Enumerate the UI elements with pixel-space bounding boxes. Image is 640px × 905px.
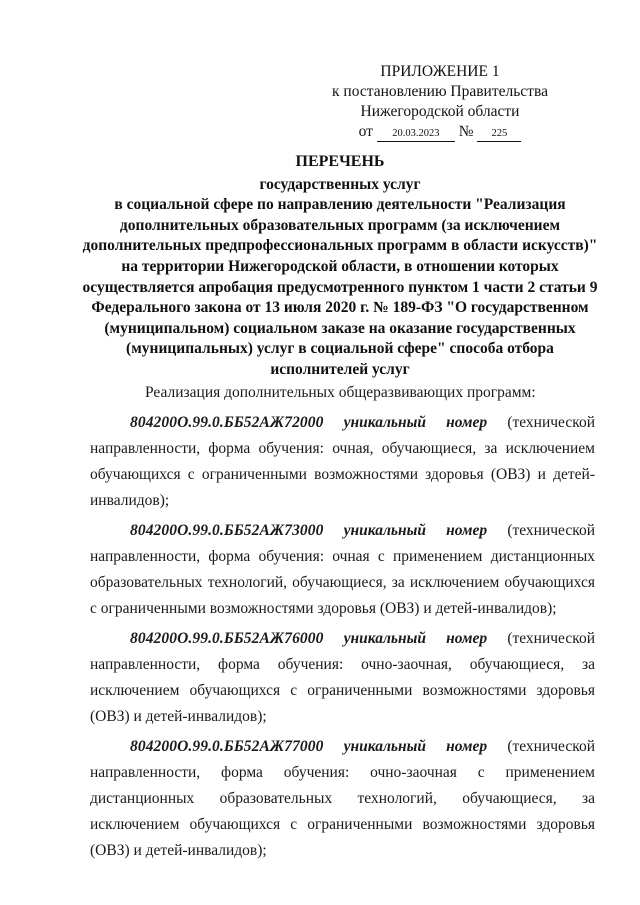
- unique-number-label: уникальный номер: [343, 414, 488, 431]
- appendix-date-line: [300, 122, 580, 142]
- title-line: Федерального закона от 13 июля 2020 г. № 189-ФЗ "О государственном: [91, 299, 589, 317]
- service-description: (технической направленности, форма обучения: очно-заочная, обучающиеся, за исключением обучающихся с ограниченными возможностями здоровья (ОВЗ) и детей-инвалидов);: [90, 630, 595, 725]
- service-entry: [90, 410, 595, 514]
- title-line: на территории Нижегородской области, в отношении которых: [121, 257, 559, 275]
- document-body: [90, 380, 595, 868]
- title-line: исполнителей услуг: [270, 360, 410, 378]
- title-line: дополнительных предпрофессиональных программ в области искусств)": [82, 237, 598, 255]
- title-main: ПЕРЕЧЕНЬ: [295, 153, 385, 170]
- title-line: (муниципальных) услуг в социальной сфере" способа отбора: [126, 340, 554, 358]
- appendix-heading: ПРИЛОЖЕНИЕ 1: [380, 63, 500, 80]
- service-entry: [90, 626, 595, 730]
- title-line: (муниципальном) социальном заказе на оказание государственных: [104, 319, 576, 337]
- number-label: №: [458, 123, 474, 140]
- decree-number: 225: [477, 127, 521, 142]
- title-line: государственных услуг: [259, 175, 421, 193]
- service-code: 804200О.99.0.ББ52АЖ72000: [130, 414, 324, 431]
- service-description: (технической направленности, форма обучения: очная, обучающиеся, за исключением обучающихся с ограниченными возможностями здоровья (ОВЗ) и детей-инвалидов);: [90, 414, 595, 509]
- service-code: 804200О.99.0.ББ52АЖ77000: [130, 738, 324, 755]
- title-line: осуществляется апробация предусмотренного пунктом 1 части 2 статьи 9: [82, 278, 598, 296]
- service-code: 804200О.99.0.ББ52АЖ76000: [130, 630, 324, 647]
- appendix-line-2: к постановлению Правительства: [332, 83, 548, 100]
- appendix-line-3: Нижегородской области: [360, 103, 520, 120]
- unique-number-label: уникальный номер: [343, 738, 488, 755]
- appendix-block: [300, 62, 580, 142]
- unique-number-label: уникальный номер: [343, 630, 488, 647]
- service-description: (технической направленности, форма обучения: очная с применением дистанционных образовательных технологий, обучающиеся, за исключением обучающихся с ограниченными возможностями здоровья (ОВЗ) и детей-инвалидов);: [90, 522, 595, 617]
- decree-date: 20.03.2023: [377, 127, 455, 142]
- unique-number-label: уникальный номер: [343, 522, 488, 539]
- from-label: от: [358, 123, 373, 140]
- title-line: в социальной сфере по направлению деятельности "Реализация: [114, 196, 566, 214]
- intro-paragraph: Реализация дополнительных общеразвивающих программ:: [145, 384, 536, 401]
- service-code: 804200О.99.0.ББ52АЖ73000: [130, 522, 324, 539]
- title-line: дополнительных образовательных программ (за исключением: [119, 216, 561, 234]
- document-title: [80, 152, 600, 381]
- service-entry: [90, 734, 595, 864]
- service-description: (технической направленности, форма обучения: очно-заочная с применением дистанционных образовательных технологий, обучающиеся, за исключением обучающихся с ограниченными возможностями здоровья (ОВЗ) и детей-инвалидов);: [90, 738, 595, 859]
- service-entry: [90, 518, 595, 622]
